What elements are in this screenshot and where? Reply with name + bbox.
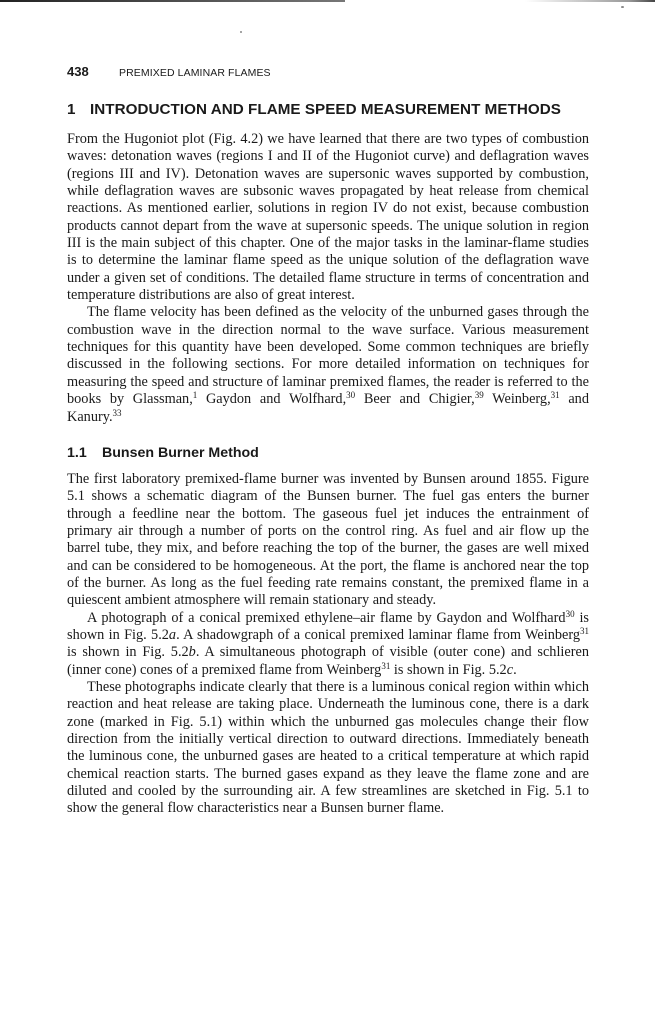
text-run: and Kanury.: [67, 391, 589, 425]
text-run: is shown in Fig. 5.2: [67, 609, 589, 643]
figure-panel-letter: a: [168, 626, 177, 643]
citation-superscript: 31: [381, 660, 391, 671]
figure-panel-letter: c: [506, 661, 514, 678]
paragraph: [67, 471, 589, 610]
citation-superscript: 30: [346, 390, 356, 401]
scan-edge-shadow: [0, 0, 345, 2]
citation-superscript: 31: [580, 625, 589, 636]
subsection-number: 1.1: [67, 444, 87, 461]
scan-speck: [621, 6, 624, 8]
text-run: These photographs indicate clearly that there is a luminous conical region within which reaction and heat release are taking place. Underneath the luminous cone, there is a dark zone (marked in Fig. 5.1) within which the unburned gas molecules change their flow direction from the initially vertical direction to outward directions. Immediately beneath the luminous cone, the unburned gases are heated to a critical temperature at which rapid chemical reaction starts. The burned gases expand as they leave the flame zone and are diluted and cooled by the surrounding air. A few streamlines are sketched in Fig. 5.1 to show the general flow characteristics near a Bunsen burner flame.: [67, 678, 589, 817]
text-run: A photograph of a conical premixed ethylene–air flame by Gaydon and Wolfhard: [87, 609, 566, 626]
text-run: .: [513, 661, 517, 678]
citation-superscript: 33: [112, 407, 122, 418]
running-head: [67, 64, 589, 84]
text-run: Gaydon and Wolfhard,: [197, 391, 347, 408]
section-number: 1: [67, 101, 76, 118]
text-run: Beer and Chigier,: [355, 391, 475, 408]
citation-superscript: 39: [474, 390, 484, 401]
subsection-body: [67, 471, 589, 818]
text-run: Weinberg,: [483, 391, 551, 408]
figure-panel-letter: b: [188, 644, 196, 661]
citation-superscript: 31: [550, 390, 560, 401]
citation-superscript: 30: [565, 608, 575, 619]
paragraph: [67, 679, 589, 818]
text-run: The flame velocity has been defined as the velocity of the unburned gases through the combustion wave in the direction normal to the wave surface. Various measurement techniques for this quantity have been developed. Some common techniques are briefly discussed in the following sections. For more detailed information on techniques for measuring the speed and structure of laminar premixed flames, the reader is referred to the books by Glassman,: [67, 304, 589, 408]
section-title: INTRODUCTION AND FLAME SPEED MEASUREMENT METHODS: [90, 101, 561, 118]
running-title: PREMIXED LAMINAR FLAMES: [119, 67, 271, 79]
text-run: From the Hugoniot plot (Fig. 4.2) we have learned that there are two types of combustion waves: detonation waves (regions I and II of the Hugoniot curve) and deflagration waves (regions III and IV). Detonation waves are supersonic waves supported by combustion, while deflagration waves are subsonic waves propagated by heat release from chemical reactions. As mentioned earlier, solutions in region IV do not exist, because combustion products cannot depart from the wave at supersonic speeds. The unique solution in region III is the main subject of this chapter. One of the major tasks in the laminar-flame studies is to determine the laminar flame speed as the unique solution of the deflagration wave under a given set of conditions. The detailed flame structure in terms of concentration and temperature distributions are also of great interest.: [67, 131, 589, 304]
text-run: is shown in Fig. 5.2: [390, 661, 507, 678]
paragraph: [67, 131, 589, 304]
subsection-heading: [67, 445, 589, 461]
paragraph: [67, 610, 589, 679]
text-run: . A shadowgraph of a conical premixed laminar flame from Weinberg: [176, 626, 580, 643]
scan-speck: [240, 31, 242, 33]
paragraph: [67, 304, 589, 425]
text-run: The first laboratory premixed-flame burner was invented by Bunsen around 1855. Figure 5.1 shows a schematic diagram of the Bunsen burner. The fuel gas enters the burner through a feedline near the bottom. The gaseous fuel jet induces the entrainment of primary air through a number of ports on the control ring. As fuel and air flow up the barrel tube, they mix, and before reaching the top of the burner, the gases are well mixed and can be considered to be homogeneous. At the port, the flame is anchored near the top of the burner. As long as the fuel feeding rate remains constant, the premixed flame in a quiescent ambient atmosphere will remain stationary and steady.: [67, 470, 589, 609]
subsection-title: Bunsen Burner Method: [102, 444, 259, 461]
scan-edge-shadow-right: [525, 0, 655, 2]
citation-superscript: 1: [192, 390, 198, 401]
book-page: [67, 64, 589, 818]
section-heading: [67, 101, 589, 118]
text-run: is shown in Fig. 5.2: [67, 644, 189, 661]
intro-body: [67, 131, 589, 426]
page-number: 438: [67, 64, 89, 79]
text-run: . A simultaneous photograph of visible (outer cone) and schlieren (inner cone) cones of a premixed flame from Weinberg: [67, 644, 589, 678]
